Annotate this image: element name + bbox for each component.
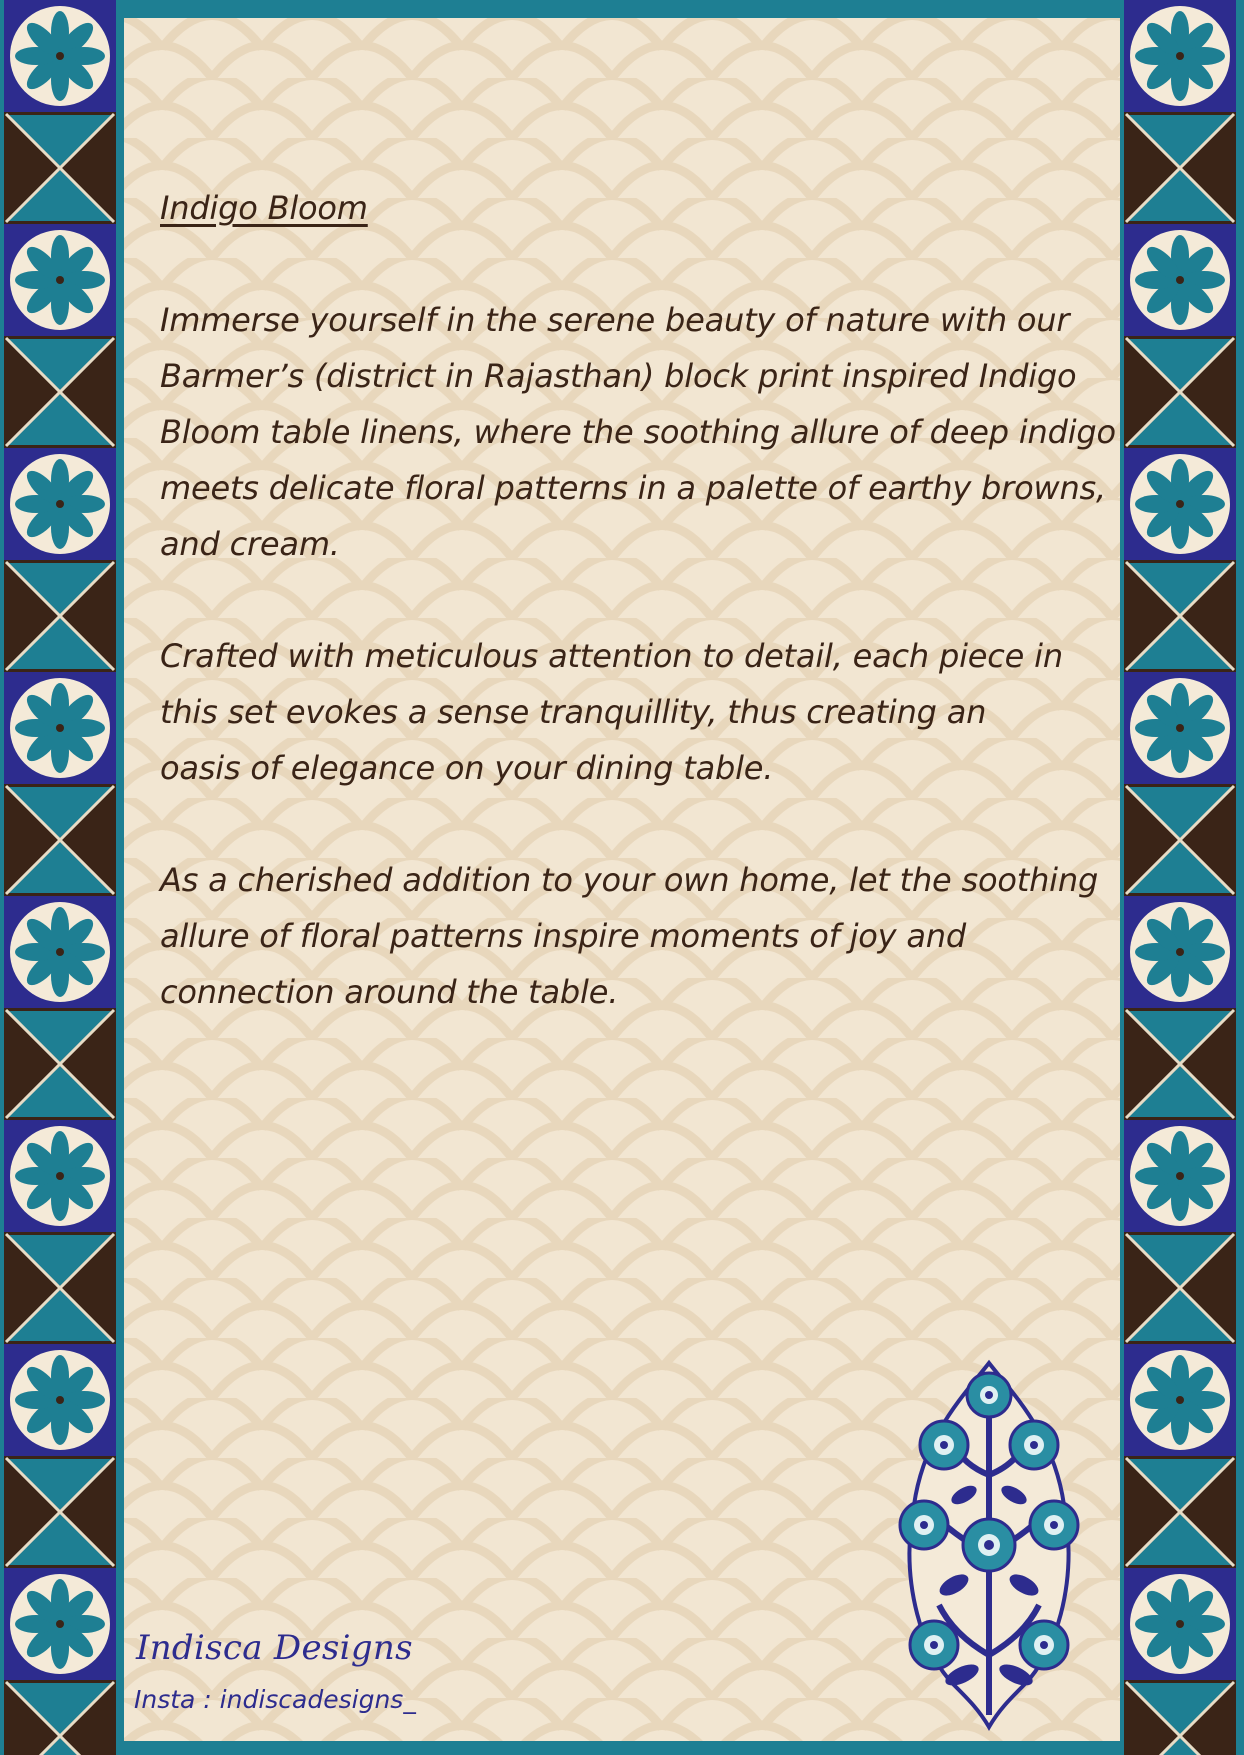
hourglass-tile-icon (1124, 336, 1236, 448)
hourglass-tile-icon (1124, 1456, 1236, 1568)
paragraph-line: this set evokes a sense tranquillity, thus creating an (160, 693, 987, 731)
hourglass-tile-icon (4, 1008, 116, 1120)
frame-bottom-band (0, 1741, 1244, 1755)
hourglass-tile-icon (4, 1680, 116, 1755)
paragraph-1 (160, 292, 1120, 572)
frame-top-band (0, 0, 1244, 18)
flower-tile-icon (4, 1344, 116, 1456)
paragraph-3 (160, 852, 1120, 1020)
paragraph-line: meets delicate floral patterns in a palette of earthy browns, (160, 469, 1107, 507)
right-border (1120, 0, 1244, 1755)
hourglass-tile-icon (4, 784, 116, 896)
flower-tile-icon (4, 1120, 116, 1232)
paragraph-line: connection around the table. (160, 973, 619, 1011)
flower-tile-icon (1124, 448, 1236, 560)
document-title: Indigo Bloom (160, 189, 368, 227)
flower-tile-icon (4, 672, 116, 784)
paragraph-line: allure of floral patterns inspire moments of joy and (160, 917, 966, 955)
flower-tile-icon (1124, 1120, 1236, 1232)
paragraph-line: As a cherished addition to your own home, let the soothing (160, 861, 1099, 899)
paragraph-line: Barmer’s (district in Rajasthan) block print inspired Indigo (160, 357, 1077, 395)
hourglass-tile-icon (1124, 560, 1236, 672)
hourglass-tile-icon (4, 1232, 116, 1344)
hourglass-tile-icon (4, 1456, 116, 1568)
instagram-handle: Insta : indiscadesigns_ (134, 1685, 416, 1714)
brand-name: Indisca Designs (136, 1628, 413, 1668)
flower-tile-icon (1124, 1344, 1236, 1456)
paragraph-2 (160, 628, 1120, 796)
flower-tile-icon (1124, 896, 1236, 1008)
flower-tile-icon (4, 1568, 116, 1680)
hourglass-tile-icon (4, 336, 116, 448)
paragraph-line: oasis of elegance on your dining table. (160, 749, 774, 787)
flower-tile-icon (1124, 1568, 1236, 1680)
paragraph-line: and cream. (160, 525, 340, 563)
hourglass-tile-icon (1124, 1680, 1236, 1755)
floral-buta-motif-icon (884, 1355, 1094, 1735)
flower-tile-icon (4, 0, 116, 112)
hourglass-tile-icon (4, 112, 116, 224)
paragraph-line: Immerse yourself in the serene beauty of nature with our (160, 301, 1070, 339)
flower-tile-icon (4, 448, 116, 560)
flower-tile-icon (4, 896, 116, 1008)
left-border (0, 0, 124, 1755)
document-body (160, 180, 1120, 1020)
hourglass-tile-icon (4, 560, 116, 672)
paragraph-line: Bloom table linens, where the soothing allure of deep indigo (160, 413, 1116, 451)
flower-tile-icon (4, 224, 116, 336)
flower-tile-icon (1124, 0, 1236, 112)
hourglass-tile-icon (1124, 1232, 1236, 1344)
hourglass-tile-icon (1124, 1008, 1236, 1120)
paragraph-line: Crafted with meticulous attention to detail, each piece in (160, 637, 1063, 675)
hourglass-tile-icon (1124, 112, 1236, 224)
hourglass-tile-icon (1124, 784, 1236, 896)
flower-tile-icon (1124, 224, 1236, 336)
flower-tile-icon (1124, 672, 1236, 784)
